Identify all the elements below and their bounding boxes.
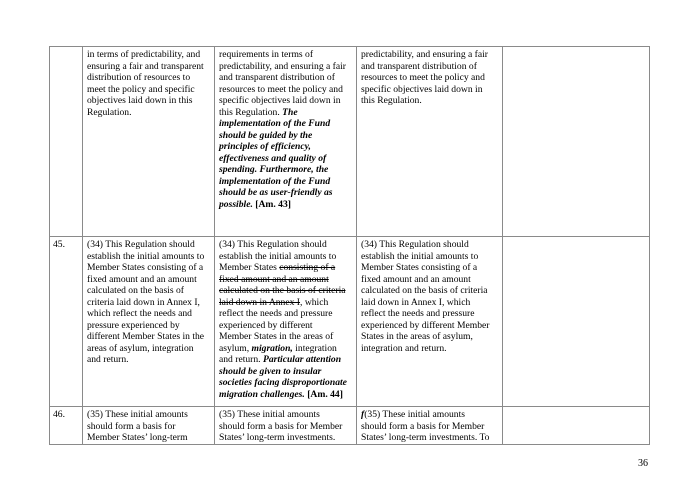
page-number: 36 xyxy=(638,458,648,469)
council-text-cell: (34) This Regulation should establish the initial amounts to Member States consisting of a fixed amount and an amount calculated on the basis of criteria laid down in Annex I, which reflect the needs and pressure experienced by different Member States in the areas of asylum, integration and return. xyxy=(357,237,503,407)
commission-text-cell: in terms of predictability, and ensuring a fair and transparent distribution of resources to meet the policy and specific objectives laid down in this Regulation. xyxy=(83,47,215,237)
table-row xyxy=(50,237,650,407)
row-number xyxy=(50,47,83,237)
comparison-table xyxy=(49,46,650,445)
commission-text-cell: (34) This Regulation should establish the initial amounts to Member States consisting of a fixed amount and an amount calculated on the basis of criteria laid down in Annex I, which reflect the needs and pressure experienced by different Member States in the areas of asylum, integration and return. xyxy=(83,237,215,407)
compromise-text-cell xyxy=(503,47,650,237)
compromise-text-cell xyxy=(503,237,650,407)
council-text-cell: predictability, and ensuring a fair and transparent distribution of resources to meet the policy and specific objectives laid down in this Regulation. xyxy=(357,47,503,237)
council-text-cell: f(35) These initial amounts should form a basis for Member States’ long-term investments. To xyxy=(357,407,503,445)
amendment-ref: [Am. 44] xyxy=(304,388,343,400)
parliament-text-cell: (35) These initial amounts should form a basis for Member States’ long-term investments. xyxy=(215,407,357,445)
amendment-ref: [Am. 43] xyxy=(252,198,291,210)
table-row xyxy=(50,47,650,237)
table-row xyxy=(50,407,650,445)
parliament-text-cell: (34) This Regulation should establish the initial amounts to Member States consisting of a fixed amount and an amount calculated on the basis of criteria laid down in Annex I, which reflect the needs and pressure experienced by different Member States in the areas of asylum, migration, integration and return. Particular attention should be given to insular societies facing disproportionate migration challenges. [Am. 44] xyxy=(215,237,357,407)
row-number: 46. xyxy=(50,407,83,445)
parliament-text-cell: requirements in terms of predictability, and ensuring a fair and transparent distribution of resources to meet the policy and specific objectives laid down in this Regulation. The implementation of the Fund should be guided by the principles of efficiency, effectiveness and quality of spending. Furthermore, the implementation of the Fund should be as user-friendly as possible. [Am. 43] xyxy=(215,47,357,237)
compromise-text-cell xyxy=(503,407,650,445)
row-number: 45. xyxy=(50,237,83,407)
commission-text-cell: (35) These initial amounts should form a basis for Member States’ long-term xyxy=(83,407,215,445)
